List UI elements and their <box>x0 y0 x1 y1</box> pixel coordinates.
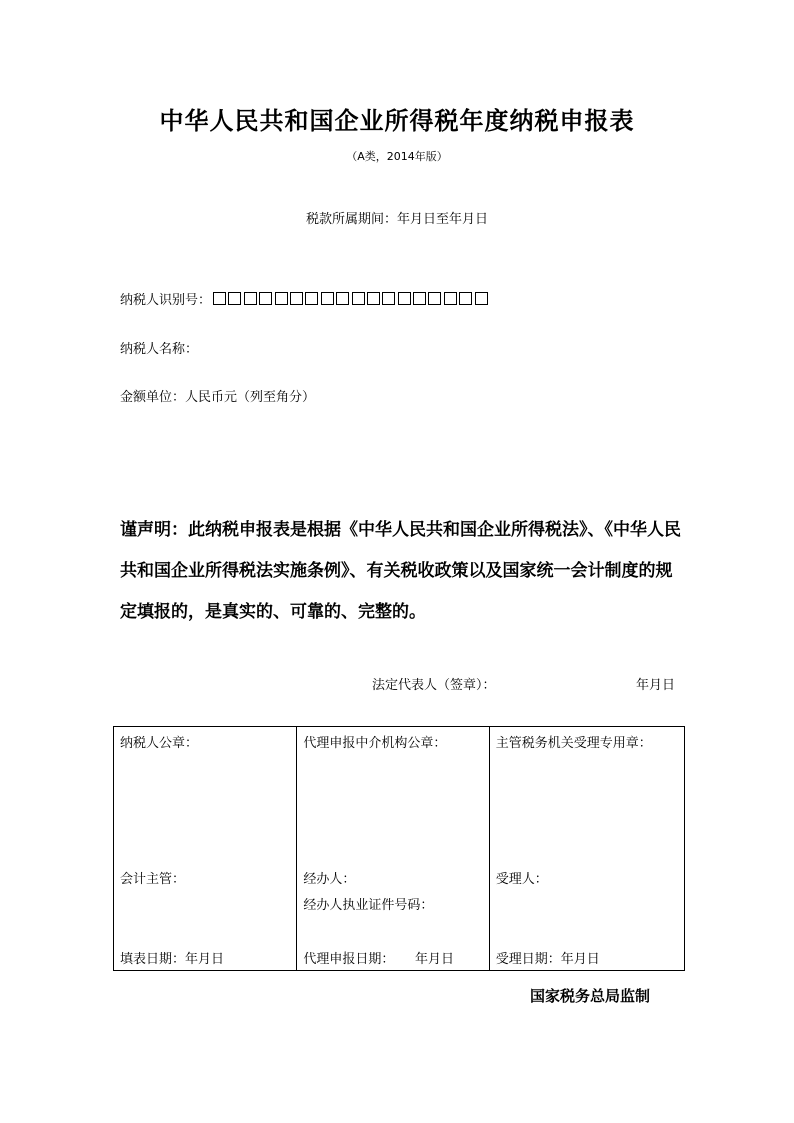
agent-stamp-cell <box>296 727 488 970</box>
receiver-label: 受理人： <box>495 872 548 887</box>
tax-period: 税款所属期间：年月日至年月日 <box>305 212 488 227</box>
agent-label: 经办人： <box>303 872 356 887</box>
taxpayer-id-boxes[interactable] <box>213 292 490 305</box>
form-subtitle: （A类，2014年版） <box>346 150 448 163</box>
taxpayer-id-box[interactable] <box>382 292 395 305</box>
issuer-footer: 国家税务总局监制 <box>530 987 651 1005</box>
taxpayer-id-box[interactable] <box>459 292 472 305</box>
taxpayer-id-box[interactable] <box>213 292 226 305</box>
taxpayer-id-label: 纳税人识别号： <box>120 293 212 308</box>
taxpayer-stamp-label: 纳税人公章： <box>120 736 199 751</box>
declaration-text: 谨声明：此纳税申报表是根据《中华人民共和国企业所得税法》、《中华人民共和国企业所得税法实施条例》、有关税收政策以及国家统一会计制度的规定填报的，是真实的、可靠的、完整的。 <box>120 520 681 622</box>
taxpayer-id-box[interactable] <box>305 292 318 305</box>
taxpayer-id-box[interactable] <box>428 292 441 305</box>
taxpayer-name-label: 纳税人名称： <box>120 342 199 357</box>
taxpayer-id-box[interactable] <box>413 292 426 305</box>
taxpayer-id-box[interactable] <box>275 292 288 305</box>
stamp-table <box>113 726 685 971</box>
taxpayer-id-box[interactable] <box>228 292 241 305</box>
taxpayer-id-box[interactable] <box>259 292 272 305</box>
taxpayer-id-box[interactable] <box>475 292 488 305</box>
taxpayer-id-box[interactable] <box>244 292 257 305</box>
receive-date-label: 受理日期：年月日 <box>495 952 600 967</box>
taxpayer-id-box[interactable] <box>321 292 334 305</box>
tax-authority-stamp-label: 主管税务机关受理专用章： <box>495 736 652 751</box>
taxpayer-id-box[interactable] <box>444 292 457 305</box>
form-title: 中华人民共和国企业所得税年度纳税申报表 <box>159 106 635 135</box>
taxpayer-id-box[interactable] <box>398 292 411 305</box>
taxpayer-id-box[interactable] <box>367 292 380 305</box>
taxpayer-id-row <box>120 289 490 308</box>
currency-unit: 金额单位：人民币元（列至角分） <box>120 390 316 405</box>
accountant-label: 会计主管： <box>120 872 186 887</box>
tax-authority-stamp-cell <box>489 727 684 970</box>
taxpayer-id-box[interactable] <box>352 292 365 305</box>
fill-date-label: 填表日期：年月日 <box>120 952 225 967</box>
taxpayer-id-box[interactable] <box>336 292 349 305</box>
legal-rep-date: 年月日 <box>636 678 676 693</box>
agent-license-label: 经办人执业证件号码： <box>303 898 434 913</box>
agent-stamp-label: 代理申报中介机构公章： <box>303 736 447 751</box>
taxpayer-id-box[interactable] <box>290 292 303 305</box>
taxpayer-stamp-cell <box>114 727 296 970</box>
legal-rep-label: 法定代表人（签章）： <box>372 678 496 693</box>
agent-date-label: 代理申报日期： 年月日 <box>303 952 455 967</box>
